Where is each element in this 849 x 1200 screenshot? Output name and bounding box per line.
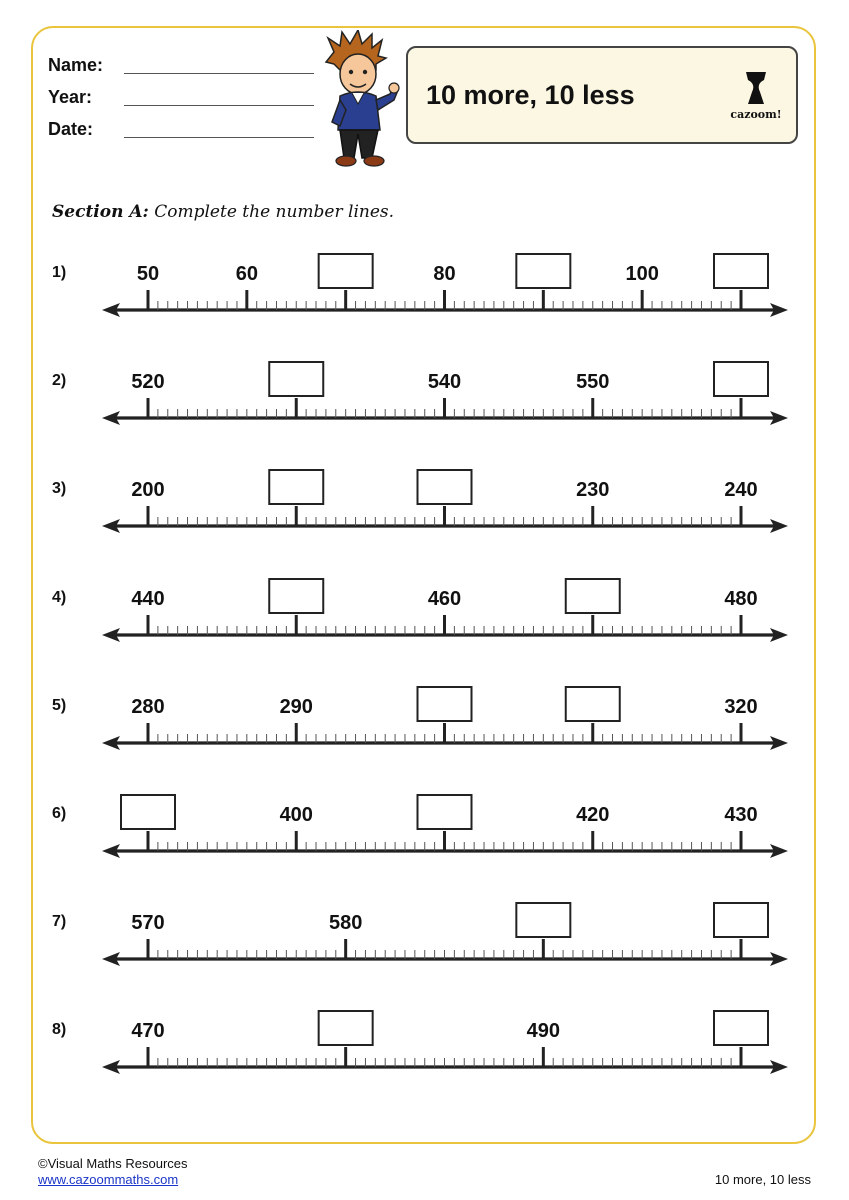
section-label: Section A: bbox=[52, 202, 149, 222]
tick-label: 290 bbox=[279, 695, 313, 718]
tick-label: 490 bbox=[526, 1020, 561, 1043]
answer-box[interactable] bbox=[418, 470, 472, 504]
answer-box[interactable] bbox=[714, 362, 768, 396]
tick-label: 440 bbox=[131, 587, 165, 610]
question-number: 6) bbox=[52, 805, 67, 822]
tick-label: 320 bbox=[724, 695, 758, 718]
answer-box[interactable] bbox=[516, 254, 570, 288]
year-field[interactable] bbox=[124, 105, 314, 106]
number-line bbox=[98, 252, 798, 322]
tick-label: 550 bbox=[576, 371, 610, 394]
cazoom-logo-icon bbox=[726, 70, 786, 108]
answer-box[interactable] bbox=[319, 1011, 373, 1045]
tick-label: 50 bbox=[136, 263, 160, 285]
number-line bbox=[98, 901, 798, 971]
number-line bbox=[98, 793, 798, 863]
answer-box[interactable] bbox=[269, 470, 323, 504]
year-label: Year: bbox=[48, 87, 93, 107]
tick-label: 480 bbox=[724, 587, 758, 610]
footer-left bbox=[38, 1156, 188, 1188]
tick-label: 420 bbox=[576, 804, 610, 826]
question-number: 5) bbox=[52, 696, 67, 714]
number-line bbox=[98, 577, 798, 647]
question-number: 7) bbox=[52, 913, 67, 931]
answer-box[interactable] bbox=[714, 1011, 768, 1045]
section-instruction: Complete the number lines. bbox=[154, 202, 395, 222]
answer-box[interactable] bbox=[121, 795, 175, 829]
tick-label: 400 bbox=[279, 804, 313, 826]
tick-label: 60 bbox=[235, 263, 258, 285]
tick-label: 100 bbox=[625, 263, 659, 285]
tick-label: 520 bbox=[131, 371, 165, 394]
logo-text: cazoom! bbox=[730, 108, 782, 121]
website-link[interactable]: www.cazoommaths.com bbox=[38, 1172, 179, 1187]
question-number: 8) bbox=[52, 1021, 67, 1039]
worksheet-title: 10 more, 10 less bbox=[426, 80, 635, 110]
question-number: 4) bbox=[52, 588, 67, 606]
tick-label: 80 bbox=[433, 263, 456, 285]
tick-label: 460 bbox=[427, 587, 462, 610]
question-number: 1) bbox=[52, 264, 67, 281]
answer-box[interactable] bbox=[319, 254, 373, 288]
tick-label: 430 bbox=[724, 804, 758, 826]
number-line bbox=[98, 685, 798, 755]
answer-box[interactable] bbox=[516, 903, 570, 937]
tick-label: 230 bbox=[576, 479, 610, 502]
answer-box[interactable] bbox=[418, 687, 472, 721]
name-label: Name: bbox=[48, 55, 104, 75]
number-line bbox=[98, 468, 798, 538]
tick-label: 540 bbox=[427, 371, 462, 394]
tick-label: 570 bbox=[131, 912, 165, 935]
name-field[interactable] bbox=[124, 73, 314, 74]
date-label: Date: bbox=[48, 119, 94, 139]
answer-box[interactable] bbox=[566, 687, 620, 721]
tick-label: 200 bbox=[131, 479, 165, 502]
title-box bbox=[406, 46, 798, 144]
answer-box[interactable] bbox=[418, 795, 472, 829]
date-field[interactable] bbox=[124, 137, 314, 138]
question-number: 3) bbox=[52, 480, 67, 498]
tick-label: 470 bbox=[131, 1020, 165, 1043]
tick-label: 280 bbox=[131, 695, 165, 718]
tick-label: 240 bbox=[724, 479, 758, 502]
question-number: 2) bbox=[52, 372, 67, 390]
cazoom-logo bbox=[726, 70, 786, 124]
answer-box[interactable] bbox=[714, 254, 768, 288]
answer-box[interactable] bbox=[714, 903, 768, 937]
number-line bbox=[98, 1009, 798, 1079]
cartoon-boy-illustration bbox=[320, 30, 402, 170]
copyright: ©Visual Maths Resources bbox=[38, 1156, 188, 1171]
section-heading bbox=[52, 202, 394, 222]
tick-label: 580 bbox=[328, 912, 363, 935]
answer-box[interactable] bbox=[269, 362, 323, 396]
number-line bbox=[98, 360, 798, 430]
answer-box[interactable] bbox=[269, 579, 323, 613]
footer-page-title: 10 more, 10 less bbox=[714, 1172, 811, 1187]
answer-box[interactable] bbox=[566, 579, 620, 613]
